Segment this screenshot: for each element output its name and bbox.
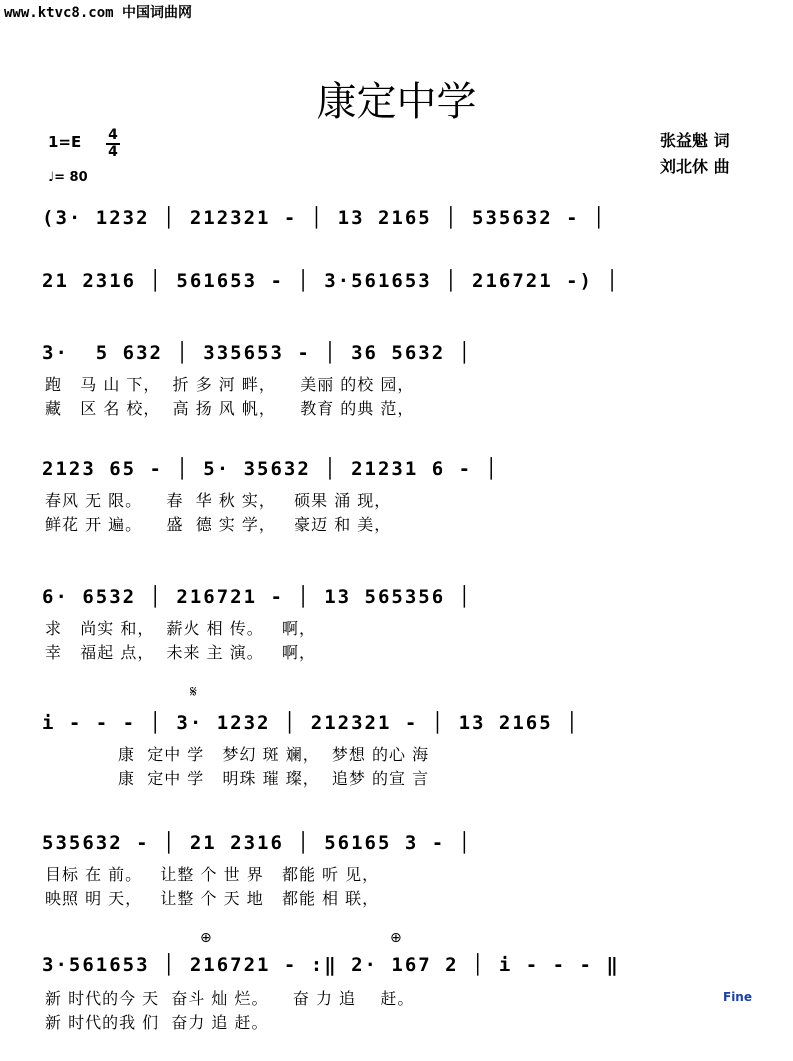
notes-line-8: 3·561653 │ 216721 - :‖ 2· 167 2 │ i - - - ‖	[42, 954, 620, 976]
lyric-line-8-verse-2: 新 时代的我 们 奋力 追 赶。	[45, 1013, 269, 1032]
notes-line-4: 2123 65 - │ 5· 35632 │ 21231 6 - │	[42, 458, 499, 480]
segno-icon: 𝄋	[190, 682, 197, 701]
time-sig-top: 4	[108, 127, 118, 143]
notes-line-1: (3· 1232 │ 212321 - │ 13 2165 │ 535632 - │	[42, 207, 607, 229]
score-line-4	[0, 456, 793, 534]
composer-credit: 刘北休 曲	[660, 157, 730, 176]
score-line-5	[0, 584, 793, 662]
lyric-line-6-verse-1: 康 定中 学 梦幻 斑 斓， 梦想 的心 海	[45, 745, 430, 764]
key-signature: 1=E	[48, 133, 82, 151]
site-watermark: www.ktvc8.com 中国词曲网	[4, 5, 193, 21]
notes-line-5: 6· 6532 │ 216721 - │ 13 565356 │	[42, 586, 473, 608]
score-line-1	[0, 205, 793, 265]
notes-line-2: 21 2316 │ 561653 - │ 3·561653 │ 216721 -) │	[42, 270, 620, 292]
notes-line-6: i - - - │ 3· 1232 │ 212321 - │ 13 2165 │	[42, 712, 580, 734]
coda-icon-2: ⊕	[390, 930, 402, 946]
score-line-7	[0, 830, 793, 908]
score-line-2	[0, 268, 793, 328]
score-line-6	[0, 682, 793, 788]
fine-marking: Fine	[723, 990, 752, 1004]
lyric-line-7-verse-1: 目标 在 前。 让整 个 世 界 都能 听 见，	[45, 865, 380, 884]
coda-icon-1: ⊕	[200, 930, 212, 946]
lyric-line-8-verse-1: 新 时代的今 天 奋斗 灿 烂。 奋 力 追 赶。	[45, 989, 415, 1008]
score-line-3	[0, 340, 793, 418]
time-sig-bottom: 4	[106, 143, 120, 160]
time-signature	[106, 128, 120, 160]
score-line-8	[0, 930, 793, 1032]
tempo-marking	[48, 170, 88, 185]
lyricist-credit: 张益魁 词	[660, 131, 730, 150]
lyric-line-4-verse-2: 鲜花 开 遍。 盛 德 实 学， 豪迈 和 美，	[45, 515, 392, 534]
quarter-note-icon: ♩	[48, 170, 55, 185]
lyric-line-3-verse-1: 跑 马 山 下， 折 多 河 畔， 美丽 的校 园，	[45, 375, 415, 394]
lyric-line-6-verse-2: 康 定中 学 明珠 璀 璨， 追梦 的宣 言	[45, 769, 430, 788]
notes-line-3: 3· 5 632 │ 335653 - │ 36 5632 │	[42, 342, 473, 364]
tempo-value: = 80	[54, 170, 88, 185]
notes-line-7: 535632 - │ 21 2316 │ 56165 3 - │	[42, 832, 473, 854]
lyric-line-7-verse-2: 映照 明 天， 让整 个 天 地 都能 相 联，	[45, 889, 380, 908]
lyric-line-5-verse-2: 幸 福起 点， 未来 主 演。 啊，	[45, 643, 316, 662]
lyric-line-5-verse-1: 求 尚实 和， 薪火 相 传。 啊，	[45, 619, 316, 638]
song-title: 康定中学	[316, 79, 477, 125]
lyric-line-3-verse-2: 藏 区 名 校， 高 扬 风 帆， 教育 的典 范，	[45, 399, 415, 418]
lyric-line-4-verse-1: 春风 无 限。 春 华 秋 实， 硕果 涌 现，	[45, 491, 392, 510]
